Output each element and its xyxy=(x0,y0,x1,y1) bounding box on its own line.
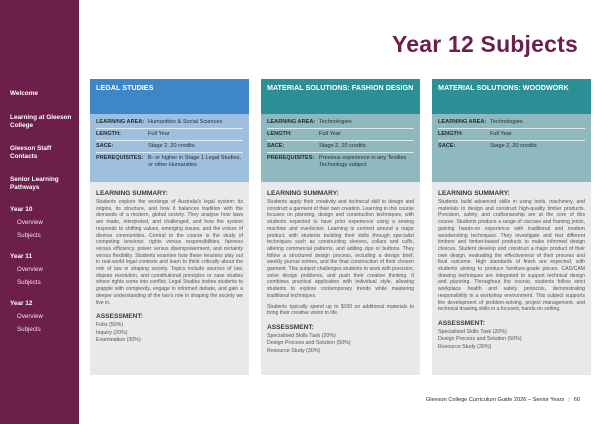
nav-senior-pathways[interactable]: Senior Learning Pathways xyxy=(10,176,59,191)
subject-card-fashion-design xyxy=(261,79,420,375)
info-row-sace xyxy=(267,141,414,153)
info-row-learning-area xyxy=(267,117,414,129)
assessment-item: Design Process and Solution (50%) xyxy=(267,340,351,347)
info-key: LENGTH: xyxy=(96,131,121,137)
nav-year-10[interactable]: Year 10 xyxy=(10,206,33,213)
footer-separator: | xyxy=(568,397,570,403)
subject-title: MATERIAL SOLUTIONS: FASHION DESIGN xyxy=(261,79,420,114)
info-value: Full Year xyxy=(490,131,512,137)
info-key: LENGTH: xyxy=(267,131,292,137)
summary-paragraph: Students explore the workings of Australia's legal system: its origins, its structure, and how it balances tradition with the demands of a modern, global society. They analyse how laws are made, interpreted, and challenged, and how the system responds to shifting values, emerging issues, and the voices of diverse communities. Central to the course is the study of competing tensions: rights versus responsibilities, fairness versus efficiency, power versus disempowerment, and certainty versus flexibility. Students examine how these tensions play out in real-world legal contexts and learn to think critically about the role of law in shaping society. Topics include sources of law, dispute resolution, and constitutional principles or case studies where rights come into conflict. Legal Studies invites students to grapple with complexity, engage in informed debate, and gain a deeper understanding of the law's role in shaping the society we live in. xyxy=(96,199,243,306)
info-row-length xyxy=(96,129,243,141)
info-value: Full Year xyxy=(148,131,170,137)
info-key: SACE: xyxy=(438,143,456,149)
info-row-learning-area xyxy=(438,117,585,129)
info-key: PREREQUISITES: xyxy=(96,155,144,161)
assessment-item: Design Process and Solution (50%) xyxy=(438,336,522,343)
subject-info-box xyxy=(432,114,591,182)
subject-title: MATERIAL SOLUTIONS: WOODWORK xyxy=(432,79,591,114)
learning-summary xyxy=(432,182,591,351)
info-value: Previous experience in any Textiles Technology subject xyxy=(319,155,407,168)
info-key: LEARNING AREA: xyxy=(267,119,316,125)
summary-paragraph: Students typically spend up to $100 on additional materials to bring their creative vision to life. xyxy=(267,303,414,317)
info-row-sace xyxy=(96,141,243,153)
nav-year-11-overview[interactable]: Overview xyxy=(17,266,43,273)
info-key: PREREQUISITES: xyxy=(267,155,315,161)
info-key: LEARNING AREA: xyxy=(96,119,145,125)
assessment-item: Specialised Skills Task (20%) xyxy=(267,332,336,339)
summary-paragraph: Students build advanced skills in using tools, machinery, and materials to design and construct high-quality timber products. Precision, safety, and craftsmanship are at the core of this course. Students produce a range of carcase and framing joints, gaining hands-on experience with traditional and modern woodworking techniques. They investigate and test different timbers and timber-based products to make informed design choices. Student develop and construct a major product of their own design, evaluating the effectiveness of their process and final outcome. High standards of finish are expected, with students aiming to produce furniture-grade pieces. CAD/CAM drawing techniques are integrated to support technical design and planning. Throughout the course, students follow strict workplace health and safety protocols, demonstrating responsibility in a workshop environment. This subject supports the development of problem-solving, project management, and technical drawing skills in a focused, hands-on setting. xyxy=(438,199,585,313)
info-row-length xyxy=(267,129,414,141)
assessment-heading: ASSESSMENT: xyxy=(96,313,143,321)
nav-welcome[interactable]: Welcome xyxy=(10,90,38,97)
subject-info-box xyxy=(90,114,249,182)
footer-text: Gleeson College Curriculum Guide 2026 – Senior Years xyxy=(425,397,565,403)
info-value: Stage 2, 20 credits xyxy=(319,143,366,149)
assessment-item: Inquiry (20%) xyxy=(96,329,128,336)
nav-year-11-subjects[interactable]: Subjects xyxy=(17,279,41,286)
learning-summary xyxy=(90,182,249,344)
assessment-item: Resource Study (30%) xyxy=(267,347,321,354)
info-key: SACE: xyxy=(96,143,114,149)
info-row-length xyxy=(438,129,585,141)
info-key: LENGTH: xyxy=(438,131,463,137)
assessment-item: Specialised Skills Task (20%) xyxy=(438,328,507,335)
info-value: Humanities & Social Sciences xyxy=(148,119,223,125)
learning-summary xyxy=(261,182,420,355)
page-number: 60 xyxy=(573,397,580,403)
page-footer xyxy=(426,397,580,403)
nav-year-11[interactable]: Year 11 xyxy=(10,253,33,260)
info-key: SACE: xyxy=(267,143,285,149)
nav-year-10-subjects[interactable]: Subjects xyxy=(17,232,41,239)
sidebar-nav xyxy=(0,0,79,424)
subject-card-legal-studies xyxy=(90,79,249,375)
info-value: Stage 2, 20 credits xyxy=(148,143,195,149)
subject-info-box xyxy=(261,114,420,182)
info-row-prerequisites xyxy=(267,153,414,171)
nav-staff-contacts[interactable]: Gleeson Staff Contacts xyxy=(10,145,52,160)
summary-paragraph: Students apply their creativity and technical skill to design and construct a garment of their own creation. Learning in this course focuses on planning, design and construction techniques, with students expected to have prior experience using a sewing machine and overlocker. Learning is centred around a major product, with students building their skills through specialist techniques such as constructing sleeves, collars and cuffs, altering commercial patterns, and adding zips or buttons. They follow a structured design process, including a design brief, weekly journal entries, and the final construction of their chosen garment. This subject challenges students to work with precision, solve design problems, and push their creative thinking. It combines practical application with individual style, allowing students to explore contemporary trends while mastering traditional techniques. xyxy=(267,199,414,299)
subject-card-woodwork xyxy=(432,79,591,375)
info-key: LEARNING AREA: xyxy=(438,119,487,125)
info-row-sace xyxy=(438,141,585,152)
info-value: Full Year xyxy=(319,131,341,137)
nav-year-12-overview[interactable]: Overview xyxy=(17,313,43,320)
assessment-heading: ASSESSMENT: xyxy=(438,319,485,327)
nav-year-12[interactable]: Year 12 xyxy=(10,300,33,307)
assessment-item: Examination (30%) xyxy=(96,337,141,344)
nav-learning-at-gleeson[interactable]: Learning at Gleeson College xyxy=(10,114,72,129)
assessment-item: Resource Study (30%) xyxy=(438,343,492,350)
summary-heading: LEARNING SUMMARY: xyxy=(438,190,510,197)
page-title: Year 12 Subjects xyxy=(391,31,578,57)
nav-year-10-overview[interactable]: Overview xyxy=(17,219,43,226)
assessment-heading: ASSESSMENT: xyxy=(267,323,314,331)
assessment-item: Folio (50%) xyxy=(96,322,124,329)
summary-heading: LEARNING SUMMARY: xyxy=(267,190,339,197)
info-value: Stage 2, 20 credits xyxy=(490,143,537,149)
subject-title: LEGAL STUDIES xyxy=(90,79,249,114)
info-value: B- or higher in Stage 1 Legal Studies, or other Humanities xyxy=(148,155,241,168)
info-value: Technologies xyxy=(490,119,523,125)
info-row-prerequisites xyxy=(96,153,243,171)
nav-year-12-subjects[interactable]: Subjects xyxy=(17,326,41,333)
summary-heading: LEARNING SUMMARY: xyxy=(96,190,168,197)
info-row-learning-area xyxy=(96,117,243,129)
info-value: Technologies xyxy=(319,119,352,125)
